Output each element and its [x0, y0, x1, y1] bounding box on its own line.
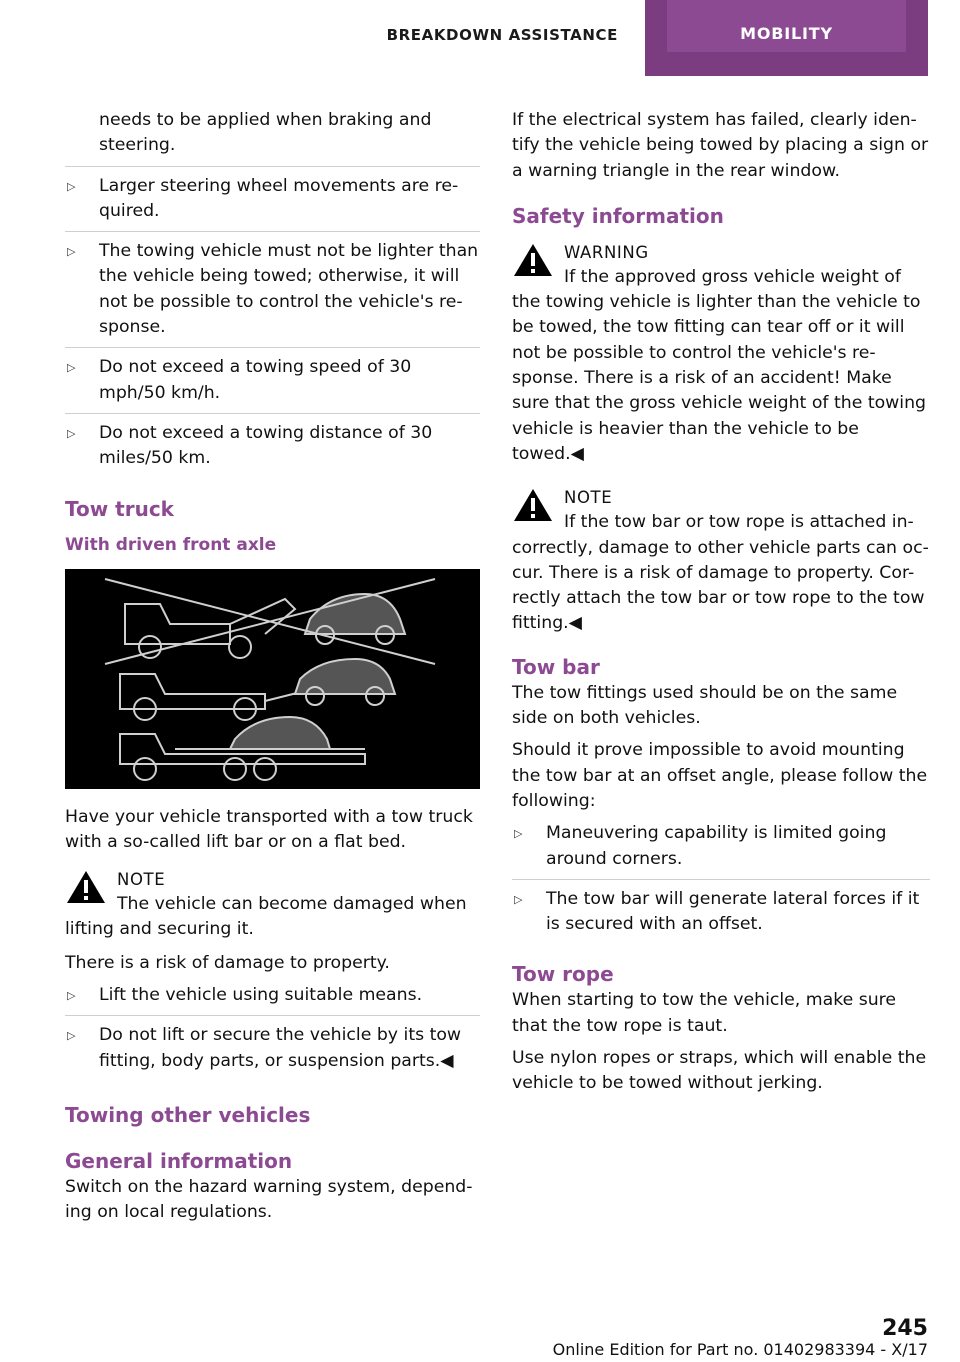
rope-paragraph-2: Use nylon ropes or straps, which will enable the vehicle to be towed without jerking. [512, 1048, 927, 1094]
hazard-paragraph: Switch on the hazard warning system, depend-ing on local regulations. [65, 1176, 473, 1223]
intro-continuation: needs to be applied when braking and steering. [65, 108, 480, 167]
bullet-triangle-icon: ▷ [67, 989, 76, 1003]
bullet-triangle-icon: ▷ [67, 361, 76, 375]
electrical-paragraph: If the electrical system has failed, clearly iden-tify the vehicle being towed by placing a sign or a warning triangle in the rear window. [512, 110, 929, 181]
warning-triangle-icon [65, 869, 107, 905]
note-text: The vehicle can become damaged when lifting and securing it. [65, 894, 467, 940]
heading-driven-front-axle: With driven front axle [65, 534, 277, 555]
list-item: ▷ Do not exceed a towing distance of 30 miles/50 km. [67, 422, 433, 469]
heading-tow-truck: Tow truck [65, 496, 174, 521]
tow-truck-drawing [65, 569, 480, 789]
note-box [512, 485, 930, 636]
bullet-triangle-icon: ▷ [67, 179, 76, 193]
warning-triangle-icon [512, 242, 554, 278]
heading-safety-information: Safety information [512, 203, 724, 228]
list-item: ▷ The tow bar will generate lateral forces if it is secured with an offset. [514, 888, 920, 935]
header-section-title: BREAKDOWN ASSISTANCE [386, 26, 618, 44]
rope-paragraph-1: When starting to tow the vehicle, make sure that the tow rope is taut. [512, 990, 897, 1036]
list-item: ▷ Lift the vehicle using suitable means. [65, 983, 480, 1016]
list-item: ▷ Maneuvering capability is limited going around corners. [512, 821, 930, 880]
bullet-triangle-icon: ▷ [514, 827, 523, 841]
note-label: NOTE [564, 488, 613, 508]
list-item: ▷ Do not exceed a towing speed of 30 mph/50 km/h. [65, 355, 480, 414]
left-column [65, 108, 480, 1233]
heading-general-information: General information [65, 1148, 293, 1173]
header-chapter-title: MOBILITY [667, 0, 906, 52]
transport-paragraph: Have your vehicle transported with a tow truck with a so-called lift bar or on a flat bed. [65, 806, 473, 852]
note-risk: There is a risk of damage to property. [65, 952, 390, 973]
note-label: NOTE [117, 870, 166, 890]
towing-rules-list [65, 174, 480, 479]
bullet-triangle-icon: ▷ [67, 426, 76, 440]
page-number: 245 [882, 1316, 928, 1341]
tow-truck-illustration [65, 569, 480, 789]
towbar-list [512, 821, 930, 944]
warning-label: WARNING [564, 242, 649, 262]
bullet-triangle-icon: ▷ [67, 245, 76, 259]
right-column [512, 108, 930, 1104]
list-item: ▷ The towing vehicle must not be lighter than the vehicle being towed; otherwise, it will not be possible to control the vehicle's re-sponse. [65, 239, 480, 348]
bullet-triangle-icon: ▷ [514, 892, 523, 906]
bullet-triangle-icon: ▷ [67, 1029, 76, 1043]
note-text: If the tow bar or tow rope is attached in-correctly, damage to other vehicle parts can oc-cur. There is a risk of damage to property. Cor-rectly attach the tow bar or tow rope to the tow fitting.◀ [512, 512, 929, 634]
edition-info: Online Edition for Part no. 01402983394 - X/17 [552, 1340, 928, 1359]
note-box [65, 867, 480, 943]
warning-text: If the approved gross vehicle weight of the towing vehicle is lighter than the vehicle to be towed, the tow fitting can tear off or it will not be possible to control the vehicle's re-sponse. There is a risk of an accident! Make sure that the gross vehicle weight of the towing vehicle is heavier than the vehicle to be towed.◀ [512, 266, 927, 464]
heading-tow-bar: Tow bar [512, 654, 600, 679]
lift-rules-list [65, 983, 480, 1081]
warning-box [512, 240, 930, 467]
towbar-paragraph-2: Should it prove impossible to avoid mounting the tow bar at an offset angle, please follow the following: [512, 740, 928, 811]
heading-tow-rope: Tow rope [512, 962, 614, 987]
list-item: ▷ Do not lift or secure the vehicle by its tow fitting, body parts, or suspension parts.◀ [67, 1025, 462, 1071]
heading-towing-other-vehicles: Towing other vehicles [65, 1102, 311, 1127]
towbar-paragraph-1: The tow fittings used should be on the same side on both vehicles. [512, 682, 898, 729]
list-item: ▷ Larger steering wheel movements are re-quired. [65, 174, 480, 233]
header-chapter-tab [645, 0, 928, 76]
warning-triangle-icon [512, 487, 554, 523]
